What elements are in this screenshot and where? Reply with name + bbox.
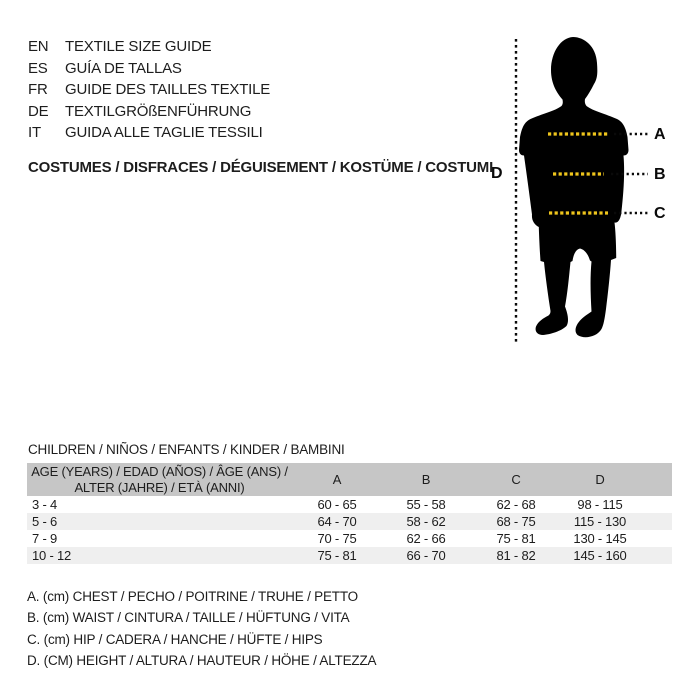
hip-cell: 81 - 82 — [496, 548, 536, 563]
row-spacer — [638, 513, 672, 530]
hip-cell: 62 - 68 — [496, 497, 536, 512]
age-cell: 7 - 9 — [32, 531, 58, 546]
age-column-header — [27, 463, 292, 496]
language-code: ES — [28, 59, 48, 77]
language-row-it — [28, 122, 270, 144]
row-spacer — [638, 496, 672, 513]
age-cell: 10 - 12 — [32, 548, 72, 563]
hip-cell: 68 - 75 — [496, 514, 536, 529]
language-title: GUÍA DE TALLAS — [65, 59, 182, 77]
child-silhouette — [519, 37, 629, 337]
table-row-age-10-12 — [27, 547, 672, 564]
measure-label-d: D — [491, 165, 503, 182]
column-header-d: D — [595, 472, 605, 487]
row-spacer — [638, 530, 672, 547]
language-title: GUIDA ALLE TAGLIE TESSILI — [65, 124, 263, 142]
size-table — [27, 463, 672, 564]
age-cell: 3 - 4 — [32, 497, 58, 512]
chest-cell: 70 - 75 — [317, 531, 357, 546]
chest-cell: 60 - 65 — [317, 497, 357, 512]
height-cell: 145 - 160 — [573, 548, 627, 563]
language-title: TEXTILGRÖßENFÜHRUNG — [65, 102, 252, 120]
language-row-en — [28, 36, 270, 58]
age-header-line2: ALTER (JAHRE) / ETÀ (ANNI) — [74, 479, 245, 495]
measure-label-b: B — [654, 166, 666, 183]
legend-height: D. (CM) HEIGHT / ALTURA / HAUTEUR / HÖHE / ALTEZZA — [27, 653, 377, 669]
height-cell: 98 - 115 — [577, 497, 623, 512]
row-spacer — [638, 547, 672, 564]
measure-label-a: A — [654, 126, 666, 143]
header-spacer — [638, 463, 672, 496]
chest-cell: 64 - 70 — [317, 514, 357, 529]
legend-hip: C. (cm) HIP / CADERA / HANCHE / HÜFTE / HIPS — [27, 631, 323, 647]
language-code: DE — [28, 102, 49, 120]
waist-cell: 58 - 62 — [406, 514, 446, 529]
size-table-header-row — [27, 463, 672, 496]
waist-cell: 66 - 70 — [406, 548, 446, 563]
column-header-c: C — [511, 472, 521, 487]
height-cell: 130 - 145 — [573, 531, 627, 546]
measurement-figure — [480, 25, 700, 355]
height-cell: 115 - 130 — [573, 514, 627, 529]
hip-cell: 75 - 81 — [496, 531, 536, 546]
table-row-age-3-4 — [27, 496, 672, 513]
table-title: CHILDREN / NIÑOS / ENFANTS / KINDER / BAMBINI — [28, 442, 345, 457]
column-header-a: A — [332, 472, 342, 487]
language-code: EN — [28, 38, 49, 56]
category-title: COSTUMES / DISFRACES / DÉGUISEMENT / KOSTÜME / COSTUMI — [28, 159, 494, 176]
column-header-b: B — [421, 472, 431, 487]
legend-chest: A. (cm) CHEST / PECHO / POITRINE / TRUHE / PETTO — [27, 589, 358, 605]
legend-waist: B. (cm) WAIST / CINTURA / TAILLE / HÜFTUNG / VITA — [27, 610, 350, 626]
language-row-es — [28, 58, 270, 80]
waist-cell: 62 - 66 — [406, 531, 446, 546]
chest-cell: 75 - 81 — [317, 548, 357, 563]
measurement-legend — [27, 586, 376, 671]
waist-cell: 55 - 58 — [406, 497, 446, 512]
language-code: FR — [28, 81, 48, 99]
age-header-line1: AGE (YEARS) / EDAD (AÑOS) / ÂGE (ANS) / — [31, 464, 288, 479]
language-row-fr — [28, 79, 270, 101]
measure-label-c: C — [654, 205, 666, 222]
language-title: TEXTILE SIZE GUIDE — [65, 38, 212, 56]
language-list — [28, 36, 270, 144]
age-cell: 5 - 6 — [32, 514, 58, 529]
language-row-de — [28, 101, 270, 123]
table-row-age-5-6 — [27, 513, 672, 530]
language-code: IT — [28, 124, 41, 142]
table-row-age-7-9 — [27, 530, 672, 547]
language-title: GUIDE DES TAILLES TEXTILE — [65, 81, 271, 99]
